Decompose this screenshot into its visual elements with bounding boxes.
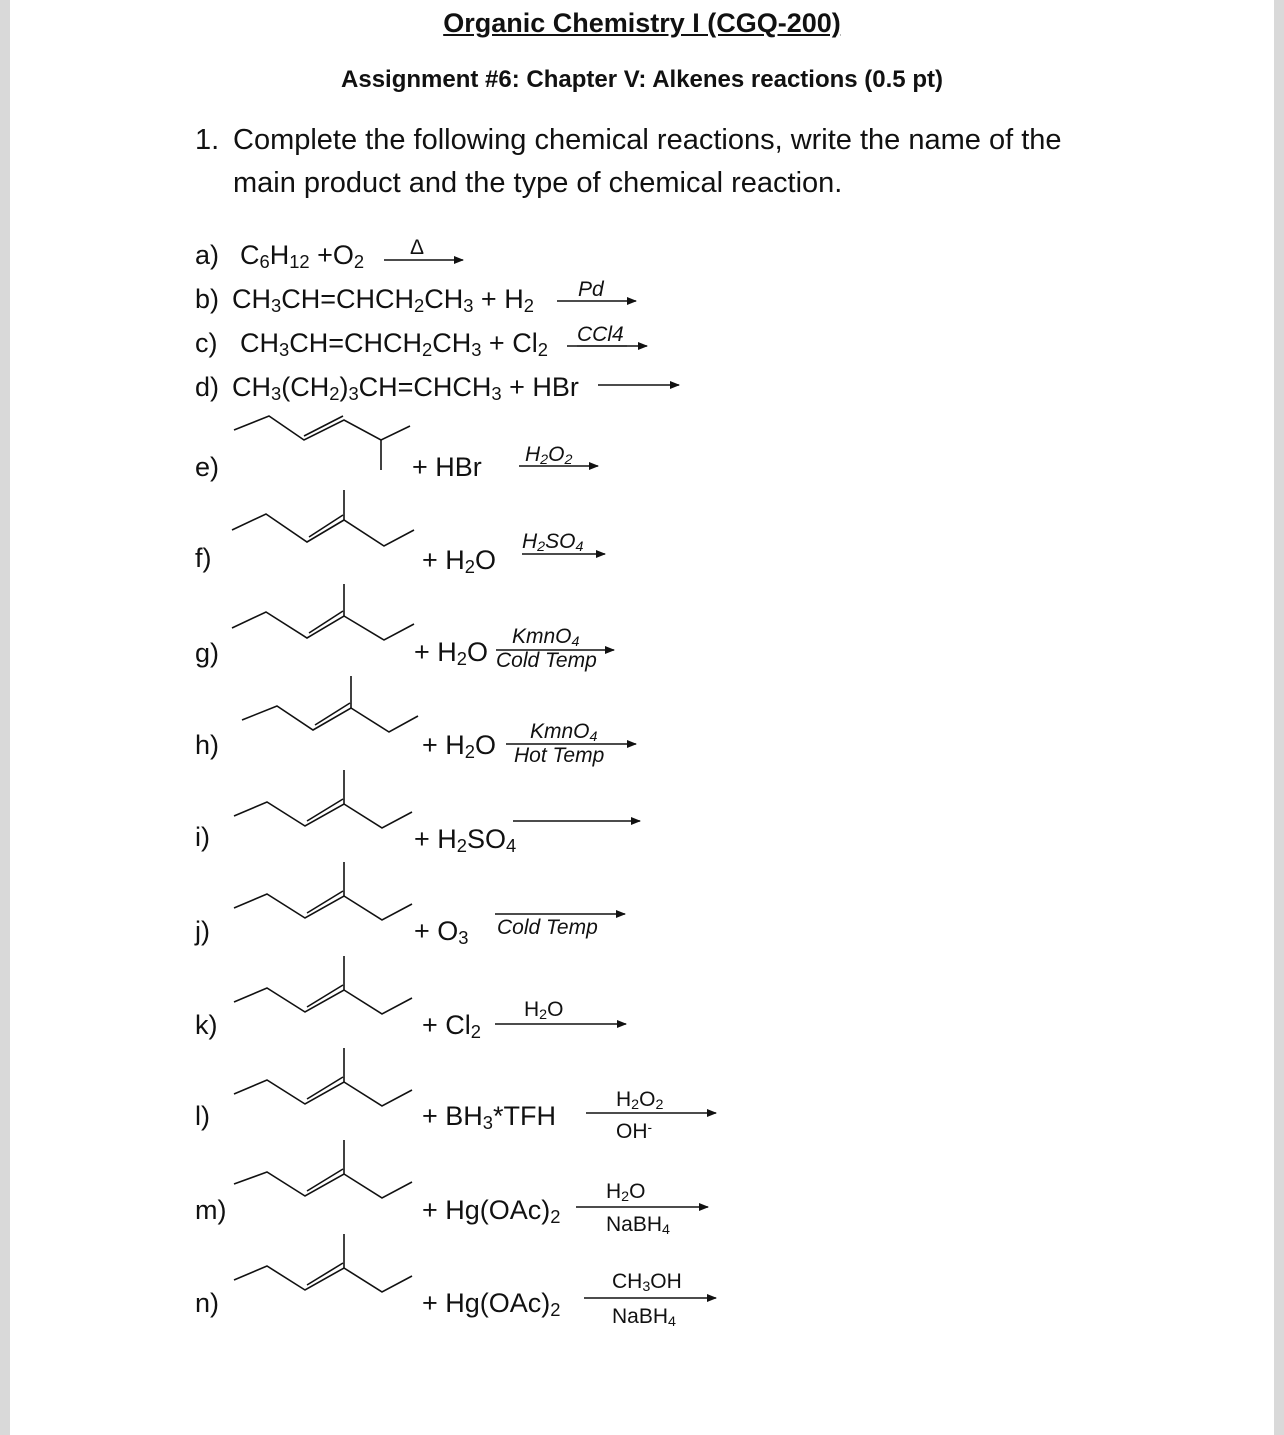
question-line-1: Complete the following chemical reactions, write the name of the [233, 124, 1062, 156]
reaction-f-reagent: + $H_2O$ [422, 545, 497, 578]
reaction-c-label: c) [195, 328, 218, 358]
reaction-k-label: k) [195, 1010, 218, 1040]
reaction-l-condition-bottom: OH- [616, 1119, 653, 1143]
reaction-i-reagent: + $H_2SO_4$ [414, 824, 517, 857]
reaction-g-condition-top: KmnO$_4$ [512, 625, 580, 651]
question-number: 1. [195, 124, 220, 156]
reaction-e-reagent: + HBr [412, 452, 482, 482]
reaction-h-label: h) [195, 730, 220, 760]
reaction-k-reagent: + $Cl_2$ [422, 1010, 481, 1043]
reaction-m-condition-top: $H_2O$ [606, 1180, 646, 1206]
reaction-n-condition-top: $CH_3OH$ [612, 1270, 682, 1296]
reaction-d-label: d) [195, 372, 220, 402]
reaction-e-condition: $H_2O_2$ [525, 443, 573, 469]
reaction-c-condition: CCl4 [577, 323, 624, 346]
reaction-j-condition: Cold Temp [497, 916, 598, 939]
reaction-j-label: j) [195, 916, 210, 946]
reaction-a-condition: Δ [410, 236, 425, 259]
structure-l [234, 1048, 412, 1106]
reaction-c-equation: $CH_3CH=CHCH_2CH_3 + Cl_2$ [240, 328, 548, 361]
reaction-k-condition: $H_2O$ [524, 998, 564, 1024]
reaction-n-label: n) [195, 1288, 220, 1318]
reaction-i-label: i) [195, 822, 210, 852]
reaction-n-reagent: + $Hg(OAc)_2$ [422, 1288, 561, 1321]
reaction-f-condition: $H_2SO_4$ [522, 530, 584, 556]
reaction-a-equation: $C_6H_{12} +O_2$ [240, 240, 365, 273]
reaction-d-equation: $CH_3(CH_2)_3CH=CHCH_3$ + HBr [232, 372, 579, 405]
structure-e [234, 416, 410, 470]
reaction-g-condition-bottom: Cold Temp [496, 649, 597, 672]
reaction-m-label: m) [195, 1195, 227, 1225]
reaction-b-label: b) [195, 284, 220, 314]
structure-h [242, 676, 418, 732]
structure-n [234, 1234, 412, 1292]
structure-f [232, 490, 414, 546]
reaction-f-label: f) [195, 543, 212, 573]
reaction-m-condition-bottom: NaBH$_4$ [606, 1213, 670, 1239]
assignment-subtitle: Assignment #6: Chapter V: Alkenes reactions (0.5 pt) [341, 66, 943, 93]
reaction-e-label: e) [195, 452, 220, 482]
reaction-h-reagent: + $H_2O$ [422, 730, 497, 763]
reaction-l-reagent: + $BH_3*TFH$ [422, 1101, 556, 1134]
reaction-n-condition-bottom: NaBH$_4$ [612, 1305, 676, 1331]
reaction-l-label: l) [195, 1101, 210, 1131]
reaction-g-reagent: + $H_2O$ [414, 637, 489, 670]
reaction-a-label: a) [195, 240, 220, 270]
reaction-b-equation: $CH_3CH=CHCH_2CH_3 + H_2$ [232, 284, 534, 317]
reaction-l-condition-top: $H_2O_2$ [616, 1088, 664, 1114]
question-line-2: main product and the type of chemical reaction. [233, 167, 843, 199]
page-title: Organic Chemistry I (CGQ-200) [443, 8, 841, 38]
structure-m [234, 1140, 412, 1198]
reaction-m-reagent: + $Hg(OAc)_2$ [422, 1195, 561, 1228]
structure-g [232, 584, 414, 640]
reaction-h-condition-top: KmnO$_4$ [530, 720, 598, 746]
structure-j [234, 862, 412, 920]
reaction-b-condition: Pd [578, 278, 604, 301]
structure-i [234, 770, 412, 828]
reaction-h-condition-bottom: Hot Temp [514, 744, 605, 767]
structure-k [234, 956, 412, 1014]
reaction-g-label: g) [195, 638, 220, 668]
reaction-j-reagent: + $O_3$ [414, 916, 469, 949]
